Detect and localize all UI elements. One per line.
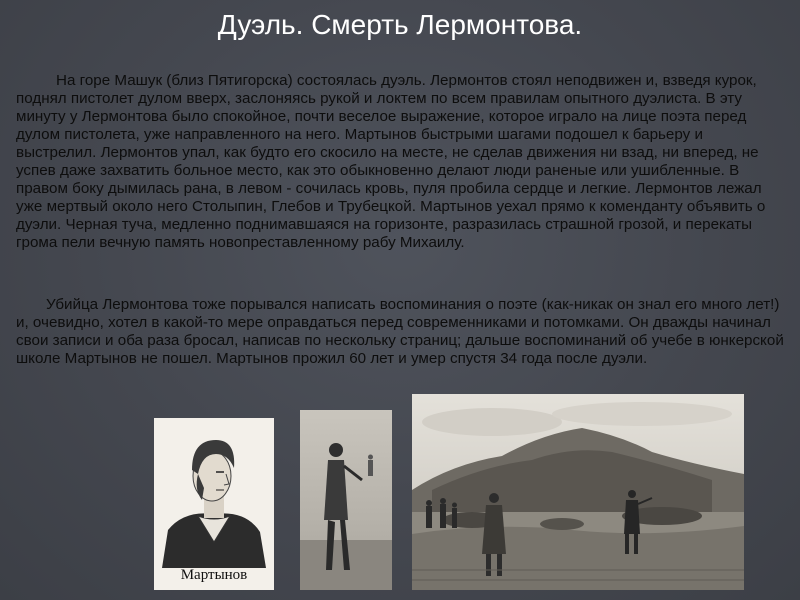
slide-title: Дуэль. Смерть Лермонтова.	[217, 9, 583, 40]
mashuk-landscape-image	[412, 394, 744, 590]
martynov-memoirs-paragraph: Убийца Лермонтова тоже порывался написать воспоминания о поэте (как-никак он знал его много лет!) и, очевидно, хотел в какой-то мере оправдаться перед современниками и потомками. Он дважды начинал свои записи и оба раза бросал, написав по нескольку страниц; дальше воспоминаний об учебе в юнкерской школе Мартынов не пошел. Мартынов прожил 60 лет и умер спустя 34 года после дуэли.	[16, 296, 784, 367]
duel-figure-image	[300, 410, 392, 590]
mashuk-landscape-drawing	[412, 394, 744, 590]
portrait-caption: Мартынов	[180, 567, 248, 583]
martynov-portrait-image	[154, 418, 274, 590]
duel-figure-drawing	[300, 410, 392, 590]
duel-description-paragraph: На горе Машук (близ Пятигорска) состоялась дуэль. Лермонтов стоял неподвижен и, взведя курок, поднял пистолет дулом вверх, заслоняясь рукой и локтем по всем правилам опытного дуэлиста. В эту минуту у Лермонтова было спокойное, почти веселое выражение, которое играло на лице поэта перед дулом пистолета, уже направленного на него. Мартынов быстрыми шагами подошел к барьеру и выстрелил. Лермонтов упал, как будто его скосило на месте, не сделав движения ни взад, ни вперед, не успев даже захватить больное место, как это обыкновенно делают люди раненые или ушибленные. В правом боку дымилась рана, в левом - сочилась кровь, пуля пробила сердце и легкие. Лермонтов лежал уже мертвый около него Столыпин, Глебов и Трубецкой. Мартынов уехал прямо к коменданту объявить о дуэли. Черная туча, медленно поднимавшаяся на горизонте, разразилась страшной грозой, и перекаты грома пели вечную память новопреставленному рабу Михаилу.	[16, 72, 766, 251]
martynov-portrait-drawing	[154, 418, 274, 568]
